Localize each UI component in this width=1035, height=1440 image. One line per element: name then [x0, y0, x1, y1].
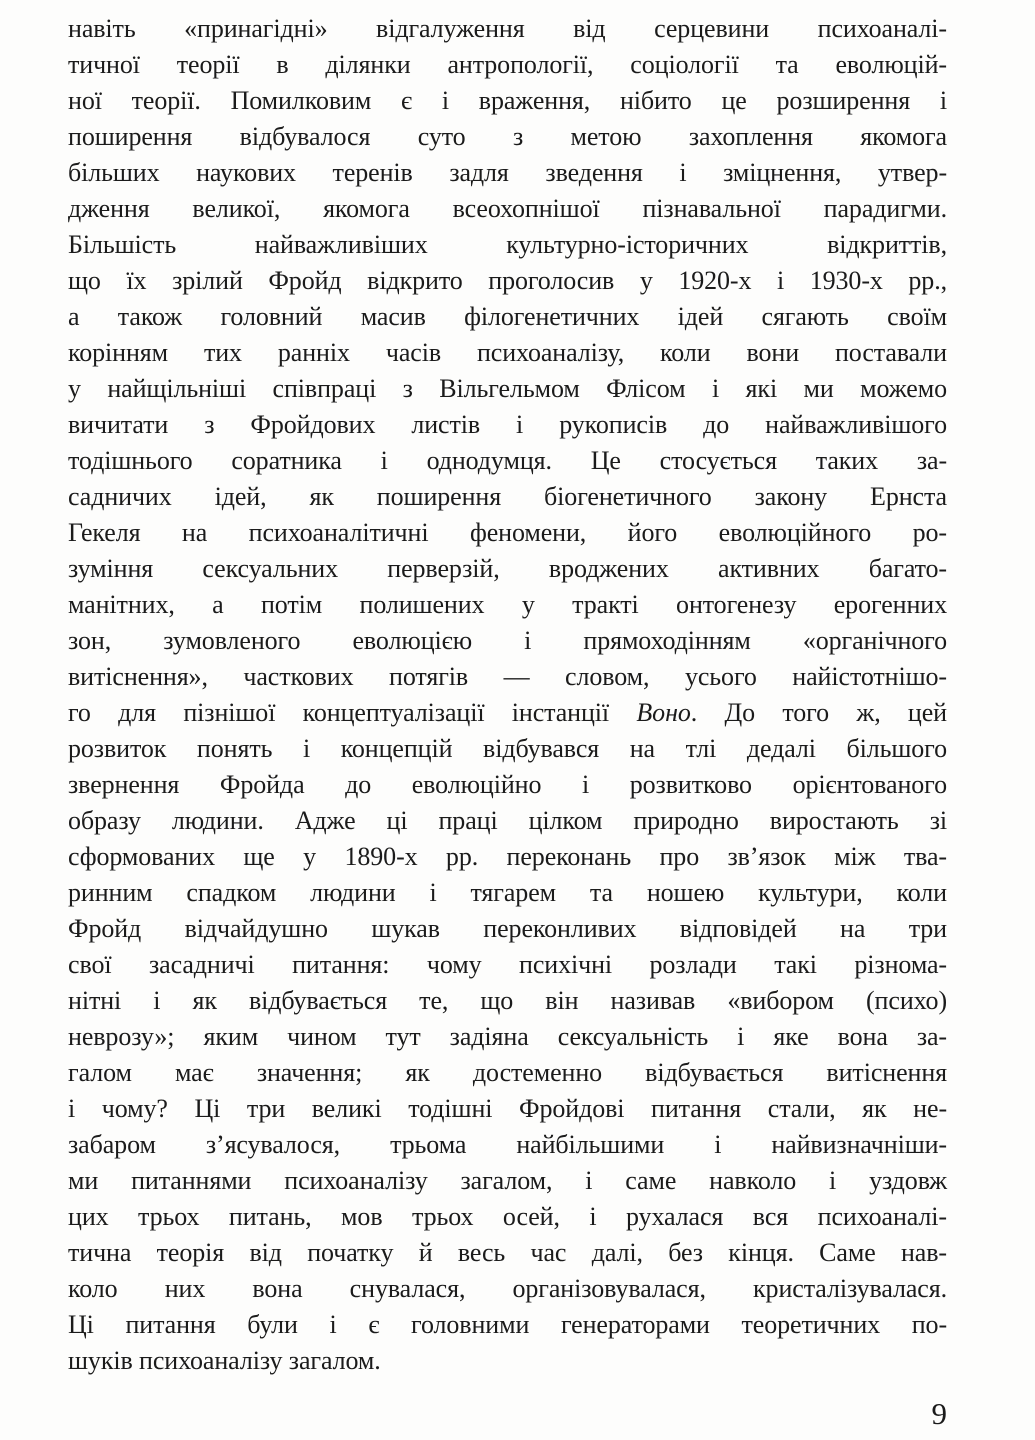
text-line: Ці питання були і є головними генераторами теоретичних по-: [68, 1310, 947, 1339]
text-line: Фройд відчайдушно шукав переконливих відповідей на три: [68, 914, 947, 943]
text-line: розвиток понять і концепцій відбувався на тлі дедалі більшого: [68, 734, 947, 763]
text-line: галом має значення; як достеменно відбувається витіснення: [68, 1058, 947, 1087]
text-line: нітні і як відбувається те, що він називав «вибором (психо): [68, 986, 947, 1015]
text-line: ми питаннями психоаналізу загалом, і саме навколо і уздовж: [68, 1166, 947, 1195]
text-line: тичної теорії в ділянки антропології, соціології та еволюцій-: [68, 50, 947, 79]
text-line: зон, зумовленого еволюцією і прямоходінням «органічного: [68, 626, 947, 655]
text-line: корінням тих ранніх часів психоаналізу, коли вони поставали: [68, 338, 947, 367]
text-line: а також головний масив філогенетичних ідей сягають своїм: [68, 302, 947, 331]
text-line: сформованих ще у 1890-х рр. переконань про зв’язок між тва-: [68, 842, 947, 871]
text-line: шуків психоаналізу загалом.: [68, 1346, 381, 1375]
text-line: тична теорія від початку й весь час далі, без кінця. Саме нав-: [68, 1238, 947, 1267]
text-line: і чому? Ці три великі тодішні Фройдові питання стали, як не-: [68, 1094, 947, 1123]
text-line: більших наукових теренів задля зведення і зміцнення, утвер-: [68, 158, 947, 187]
text-line: забаром з’ясувалося, трьома найбільшими і найвизначніши-: [68, 1130, 947, 1159]
text-line: коло них вона снувалася, організовувалася, кристалізувалася.: [68, 1274, 947, 1303]
text-line: поширення відбувалося суто з метою захоплення якомога: [68, 122, 947, 151]
text-line: садничих ідей, як поширення біогенетичного закону Ернста: [68, 482, 947, 511]
text-line: свої засадничі питання: чому психічні розлади такі різнома-: [68, 950, 947, 979]
text-line: ринним спадком людини і тягарем та ношею культури, коли: [68, 878, 947, 907]
text-line: що їх зрілий Фройд відкрито проголосив у 1920-х і 1930-х рр.,: [68, 266, 947, 295]
text-line: цих трьох питань, мов трьох осей, і рухалася вся психоаналі-: [68, 1202, 947, 1231]
text-line: витіснення», часткових потягів — словом, усього найістотнішо-: [68, 662, 947, 691]
body-text: [68, 11, 947, 1379]
text-line: дження великої, якомога всеохопнішої пізнавальної парадигми.: [68, 194, 947, 223]
text-line: го для пізнішої концептуалізації інстанції Воно. До того ж, цей: [68, 698, 947, 727]
text-line: навіть «принагідні» відгалуження від серцевини психоаналі-: [68, 14, 947, 43]
text-line: манітних, а потім полишених у тракті онтогенезу ерогенних: [68, 590, 947, 619]
text-line: образу людини. Адже ці праці цілком природно виростають зі: [68, 806, 947, 835]
text-line: ної теорії. Помилковим є і враження, нібито це розширення і: [68, 86, 947, 115]
text-line: Гекеля на психоаналітичні феномени, його еволюційного ро-: [68, 518, 947, 547]
text-line: у найщільніші співпраці з Вільгельмом Флісом і які ми можемо: [68, 374, 947, 403]
text-line: звернення Фройда до еволюційно і розвитково орієнтованого: [68, 770, 947, 799]
text-line: тодішнього соратника і однодумця. Це стосується таких за-: [68, 446, 947, 475]
text-line: неврозу»; яким чином тут задіяна сексуальність і яке вона за-: [68, 1022, 947, 1051]
text-line: Більшість найважливіших культурно-історичних відкриттів,: [68, 230, 947, 259]
page-number: 9: [931, 1396, 947, 1431]
text-line: зуміння сексуальних перверзій, вроджених активних багато-: [68, 554, 947, 583]
text-line: вичитати з Фройдових листів і рукописів до найважливішого: [68, 410, 947, 439]
